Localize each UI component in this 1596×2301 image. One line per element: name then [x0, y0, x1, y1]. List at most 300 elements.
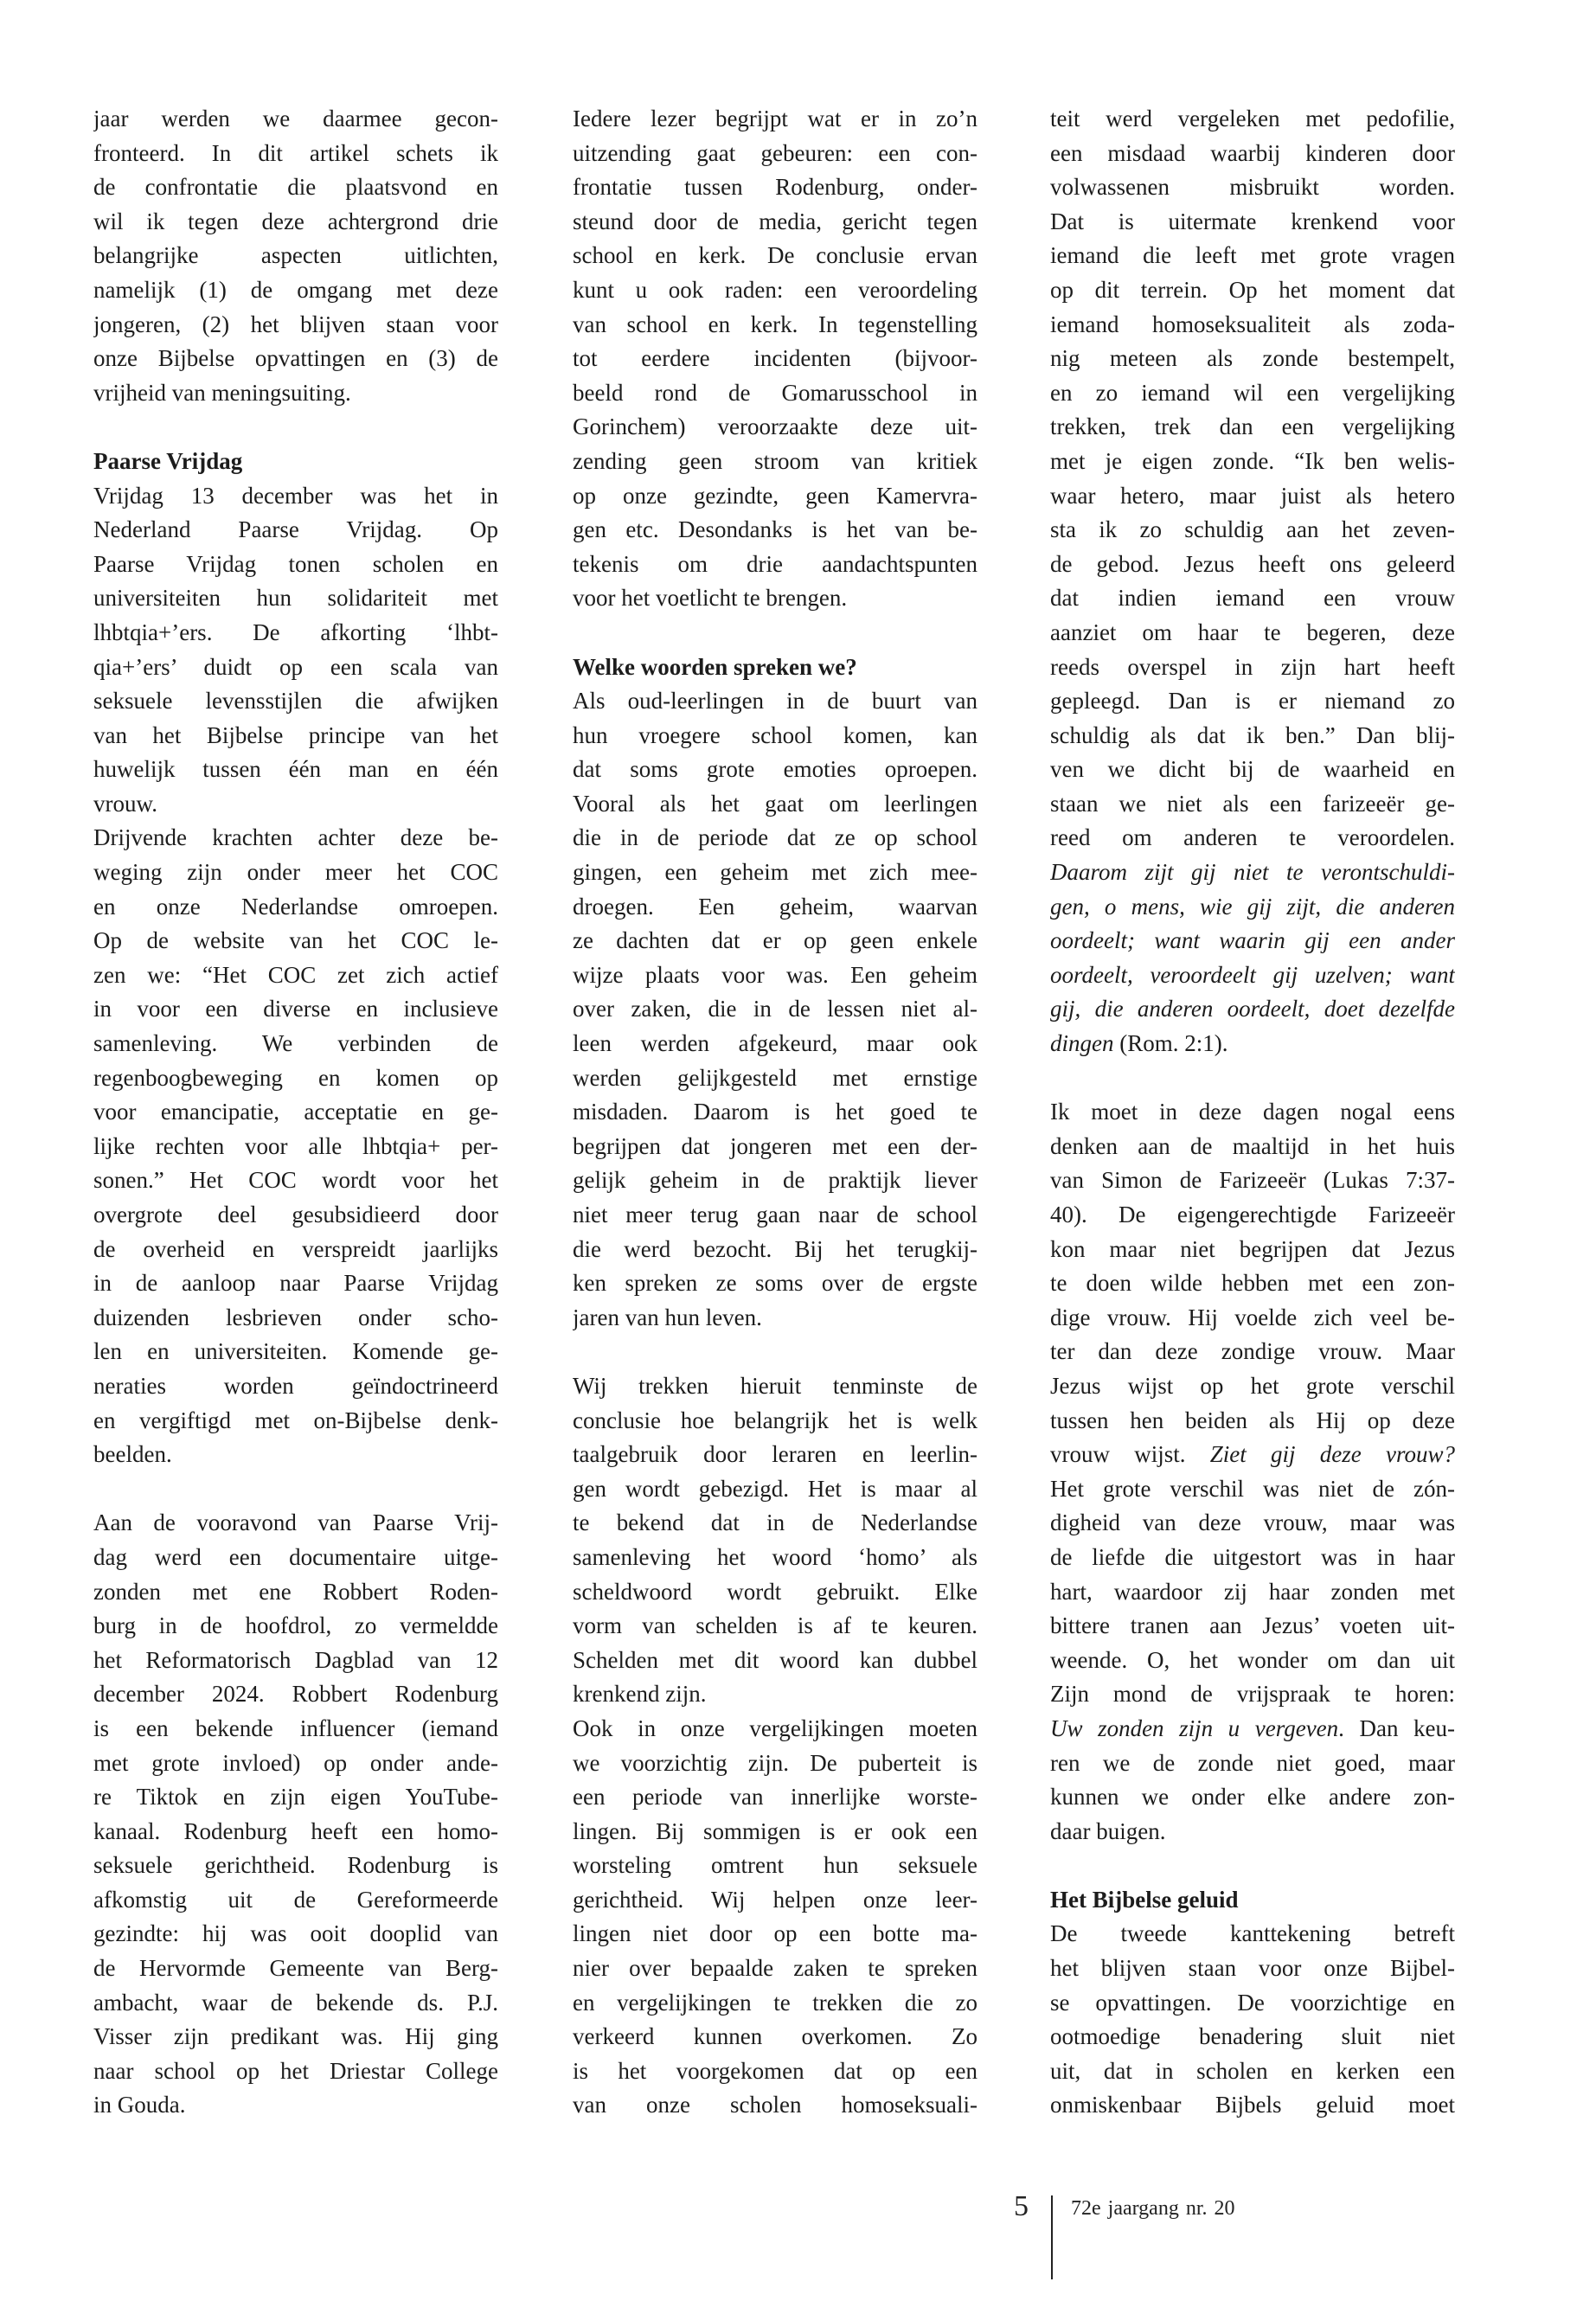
- line-text: sta ik zo schuldig aan het zeven-: [1050, 516, 1455, 543]
- line-text: ken spreken ze soms over de ergste: [573, 1270, 977, 1297]
- text-line: [93, 2088, 498, 2123]
- text-line: [93, 137, 498, 171]
- line-text: se opvattingen. De voorzichtige en: [1050, 1989, 1455, 2016]
- line-text: school en kerk. De conclusie ervan: [573, 242, 977, 269]
- line-text: de gebod. Jezus heeft ons geleerd: [1050, 550, 1455, 577]
- text-line: [1050, 1369, 1455, 1404]
- text-line: [93, 719, 498, 753]
- text-line: [93, 1677, 498, 1712]
- text-line: [1050, 273, 1455, 308]
- text-line: [93, 102, 498, 137]
- text-line: [1050, 342, 1455, 376]
- text-line: [1050, 1233, 1455, 1267]
- line-text: en vergelijkingen te trekken die zo: [573, 1989, 977, 2016]
- text-line: [93, 821, 498, 856]
- text-line: [573, 273, 977, 308]
- line-text: conclusie hoe belangrijk het is welk: [573, 1407, 977, 1433]
- line-text: Ik moet in deze dagen nogal eens: [1050, 1099, 1455, 1125]
- text-line: [573, 856, 977, 890]
- line-text: lingen niet door op een botte ma-: [573, 1920, 977, 1947]
- text-line: [573, 1677, 977, 1712]
- text-line: [573, 1952, 977, 1986]
- line-text: onze Bijbelse opvattingen en (3) de: [93, 345, 498, 372]
- line-text: seksuele gerichtheid. Rodenburg is: [93, 1852, 498, 1879]
- line-text: Zijn mond de vrijspraak te horen:: [1050, 1681, 1455, 1708]
- text-line: [573, 753, 977, 787]
- line-text: len en universiteiten. Komende ge-: [93, 1338, 498, 1365]
- text-line: [93, 1541, 498, 1575]
- line-text: reed om anderen te veroordelen.: [1050, 824, 1455, 851]
- text-line: [573, 787, 977, 822]
- text-line: [93, 1747, 498, 1781]
- text-line: [573, 1780, 977, 1815]
- line-text: Daarom zijt gij niet te verontschuldi-: [1050, 859, 1455, 886]
- text-line: [573, 1506, 977, 1541]
- text-line: [1050, 410, 1455, 445]
- text-line: [1050, 1301, 1455, 1336]
- text-line: [573, 342, 977, 376]
- line-text: vorm van schelden is af te keuren.: [573, 1612, 977, 1639]
- text-line: [93, 1198, 498, 1233]
- text-line: [1050, 1472, 1455, 1507]
- line-text: frontatie tussen Rodenburg, onder-: [573, 174, 977, 201]
- text-line: [1050, 170, 1455, 205]
- line-text: gingen, een geheim met zich mee-: [573, 859, 977, 886]
- text-line: [573, 1130, 977, 1164]
- line-text: ven we dicht bij de waarheid en: [1050, 756, 1455, 783]
- line-text: de liefde die uitgestort was in haar: [1050, 1543, 1455, 1570]
- text-line: [1050, 137, 1455, 171]
- text-line: [93, 1130, 498, 1164]
- text-line: [93, 273, 498, 308]
- text-line: [573, 1541, 977, 1575]
- line-text: over zaken, die in de lessen niet al-: [573, 996, 977, 1022]
- line-text: gepleegd. Dan is er niemand zo: [1050, 688, 1455, 715]
- text-line: [1050, 1575, 1455, 1610]
- text-line: [573, 2020, 977, 2054]
- line-text: wil ik tegen deze achtergrond drie: [93, 208, 498, 234]
- text-line: [93, 616, 498, 651]
- line-text: in de aanloop naar Paarse Vrijdag: [93, 1270, 498, 1297]
- line-text: en zo iemand wil een vergelijking: [1050, 379, 1455, 406]
- line-text: digheid van deze vrouw, maar was: [1050, 1509, 1455, 1536]
- line-text: Wij trekken hieruit tenminste de: [573, 1372, 977, 1399]
- line-text: neraties worden geïndoctrineerd: [93, 1372, 498, 1399]
- text-line: [93, 376, 498, 411]
- line-text: tussen hen beiden als Hij op deze: [1050, 1407, 1455, 1433]
- paragraph-gap: [573, 1335, 977, 1369]
- line-text: van onze scholen homoseksuali-: [573, 2092, 977, 2118]
- line-text: ren we de zonde niet goed, maar: [1050, 1749, 1455, 1776]
- line-text: droegen. Een geheim, waarvan: [573, 893, 977, 920]
- text-line: [93, 1609, 498, 1644]
- text-line: [1050, 1917, 1455, 1952]
- line-text: de overheid en verspreidt jaarlijks: [93, 1235, 498, 1262]
- article-column-2: [573, 102, 977, 2123]
- text-line: [573, 445, 977, 479]
- line-text: Als oud-leerlingen in de buurt van: [573, 688, 977, 715]
- text-line: [1050, 1677, 1455, 1712]
- line-text: oordeelt, veroordeelt gij uzelven; want: [1050, 961, 1455, 988]
- line-text: Het Bijbelse geluid: [1050, 1886, 1239, 1913]
- text-line: [1050, 1780, 1455, 1815]
- text-line: [1050, 1095, 1455, 1130]
- line-text: iemand homoseksualiteit als zoda-: [1050, 311, 1455, 337]
- text-line: [1050, 684, 1455, 719]
- text-line: [93, 1952, 498, 1986]
- text-line: [1050, 581, 1455, 616]
- line-text: zending geen stroom van kritiek: [573, 447, 977, 474]
- text-line: [573, 1917, 977, 1952]
- text-line: [1050, 924, 1455, 958]
- line-text: belangrijke aspecten uitlichten,: [93, 242, 498, 269]
- line-text: aanziet om haar te begeren, deze: [1050, 619, 1455, 645]
- text-line: [1050, 2088, 1455, 2123]
- line-text: die werd bezocht. Bij het terugkij-: [573, 1235, 977, 1262]
- line-text: vrouw wijst.: [1050, 1441, 1210, 1468]
- line-text: niet meer terug gaan naar de school: [573, 1202, 977, 1227]
- paragraph-gap: [1050, 1061, 1455, 1096]
- paragraph-gap: [1050, 1849, 1455, 1883]
- line-text: gelijk geheim in de praktijk liever: [573, 1167, 977, 1194]
- text-line: [1050, 719, 1455, 753]
- text-line: [93, 342, 498, 376]
- line-text: seksuele levensstijlen die afwijken: [93, 688, 498, 715]
- text-line: [573, 1061, 977, 1096]
- text-line: [573, 2088, 977, 2123]
- text-line: [1050, 1438, 1455, 1472]
- text-line: [1050, 445, 1455, 479]
- text-line: [1050, 479, 1455, 514]
- text-line: [1050, 787, 1455, 822]
- text-line: [1050, 2020, 1455, 2054]
- text-line: [573, 890, 977, 925]
- line-text: werden gelijkgesteld met ernstige: [573, 1064, 977, 1091]
- line-text: van school en kerk. In tegenstelling: [573, 311, 977, 337]
- line-text: regenboogbeweging en komen op: [93, 1064, 498, 1091]
- line-text: scheldwoord wordt gebruikt. Elke: [573, 1578, 977, 1605]
- line-text: reeds overspel in zijn hart heeft: [1050, 653, 1455, 680]
- article-column-3: [1050, 102, 1455, 2123]
- text-line: [573, 1163, 977, 1198]
- text-line: [93, 2020, 498, 2054]
- line-text: krenkend zijn.: [573, 1681, 707, 1708]
- line-text: te bekend dat in de Nederlandse: [573, 1509, 977, 1536]
- line-text: Visser zijn predikant was. Hij ging: [93, 2023, 498, 2050]
- line-text: en onze Nederlandse omroepen.: [93, 893, 498, 920]
- text-line: [573, 376, 977, 411]
- line-text: te doen wilde hebben met een zon-: [1050, 1270, 1455, 1297]
- line-text: gezindte: hij was ooit dooplid van: [93, 1920, 498, 1947]
- line-text: oordeelt; want waarin gij een ander: [1050, 927, 1455, 954]
- line-text: gerichtheid. Wij helpen onze leer-: [573, 1886, 977, 1913]
- line-text: lhbtqia+’ers. De afkorting ‘lhbt-: [93, 619, 498, 645]
- text-line: [573, 1575, 977, 1610]
- text-line: [1050, 1952, 1455, 1986]
- line-text: van het Bijbelse principe van het: [93, 721, 498, 748]
- text-line: [1050, 1541, 1455, 1575]
- line-text: is een bekende influencer (iemand: [93, 1715, 498, 1741]
- text-line: [93, 856, 498, 890]
- line-text: zonden met ene Robbert Roden-: [93, 1578, 498, 1605]
- text-line: [93, 1986, 498, 2021]
- text-line: [573, 1644, 977, 1678]
- line-text: wijze plaats voor was. Een geheim: [573, 961, 977, 988]
- text-line: [573, 1849, 977, 1883]
- line-text: vrijheid van meningsuiting.: [93, 379, 351, 406]
- line-text: jongeren, (2) het blijven staan voor: [93, 311, 498, 337]
- line-text: dat soms grote emoties oproepen.: [573, 756, 977, 783]
- line-text: Schelden met dit woord kan dubbel: [573, 1646, 977, 1673]
- text-line: [573, 2054, 977, 2089]
- line-text: zen we: “Het COC zet zich actief: [93, 961, 498, 988]
- text-line: [93, 1369, 498, 1404]
- line-text: Nederland Paarse Vrijdag. Op: [93, 516, 498, 543]
- text-line: [573, 308, 977, 343]
- text-line: [93, 651, 498, 685]
- line-text: samenleving het woord ‘homo’ als: [573, 1543, 977, 1570]
- line-text: voor het voetlicht te brengen.: [573, 585, 848, 612]
- italic-scripture: Uw zonden zijn u vergeven: [1050, 1715, 1339, 1741]
- line-text: ze dachten dat er op geen enkele: [573, 927, 977, 954]
- line-text: tekenis om drie aandachtspunten: [573, 550, 977, 577]
- line-text: sonen.” Het COC wordt voor het: [93, 1167, 498, 1194]
- section-heading: [1050, 1883, 1455, 1918]
- line-text: Aan de vooravond van Paarse Vrij-: [93, 1509, 498, 1536]
- text-line: [573, 1198, 977, 1233]
- text-line: [93, 924, 498, 958]
- line-text: re Tiktok en zijn eigen YouTube-: [93, 1784, 498, 1811]
- text-line: [1050, 821, 1455, 856]
- text-line: [573, 719, 977, 753]
- line-text: denken aan de maaltijd in het huis: [1050, 1132, 1455, 1159]
- text-line: [93, 1780, 498, 1815]
- line-text: Paarse Vrijdag tonen scholen en: [93, 550, 498, 577]
- line-text: duizenden lesbrieven onder scho-: [93, 1304, 498, 1330]
- paragraph-gap: [573, 616, 977, 651]
- line-text: de confrontatie die plaatsvond en: [93, 174, 498, 201]
- line-text: met je eigen zonde. “Ik ben welis-: [1050, 447, 1455, 474]
- text-line: [93, 1575, 498, 1610]
- text-line: [573, 992, 977, 1027]
- line-text: trekken, trek dan een vergelijking: [1050, 413, 1455, 440]
- line-text: in Gouda.: [93, 2092, 186, 2118]
- section-heading: [93, 445, 498, 479]
- text-line: [93, 1233, 498, 1267]
- text-line: [1050, 1163, 1455, 1198]
- text-line: [573, 170, 977, 205]
- text-line: [93, 1335, 498, 1369]
- line-text: huwelijk tussen één man en één: [93, 756, 498, 783]
- line-text: Ook in onze vergelijkingen moeten: [573, 1715, 977, 1741]
- text-line: [93, 1438, 498, 1472]
- text-line: [93, 1027, 498, 1061]
- text-line: [1050, 513, 1455, 548]
- italic-scripture: dingen: [1050, 1030, 1114, 1057]
- issue-info: 72e jaargang nr. 20: [1071, 2197, 1235, 2220]
- text-line: [93, 1712, 498, 1747]
- text-line: [1050, 1506, 1455, 1541]
- line-text: hun vroegere school komen, kan: [573, 721, 977, 748]
- line-text: is het voorgekomen dat op een: [573, 2057, 977, 2084]
- line-text: we voorzichtig zijn. De puberteit is: [573, 1749, 977, 1776]
- line-text: en vergiftigd met on-Bijbelse denk-: [93, 1407, 498, 1433]
- text-line: [1050, 2054, 1455, 2089]
- line-text: tot eerdere incidenten (bijvoor-: [573, 345, 977, 372]
- line-text: nig meteen als zonde bestempelt,: [1050, 345, 1455, 372]
- line-text: Paarse Vrijdag: [93, 447, 243, 474]
- line-text: namelijk (1) de omgang met deze: [93, 276, 498, 303]
- line-text: dag werd een documentaire uitge-: [93, 1543, 498, 1570]
- text-line: [573, 1095, 977, 1130]
- text-line: [1050, 1130, 1455, 1164]
- line-text: waar hetero, maar juist als hetero: [1050, 482, 1455, 509]
- text-line: [1050, 102, 1455, 137]
- text-line: [93, 2054, 498, 2089]
- text-line: [1050, 1644, 1455, 1678]
- text-line: [93, 205, 498, 240]
- text-line: [1050, 1198, 1455, 1233]
- text-line: [93, 479, 498, 514]
- text-line: [1050, 376, 1455, 411]
- text-line: [1050, 308, 1455, 343]
- line-text: onmiskenbaar Bijbels geluid moet: [1050, 2092, 1455, 2118]
- line-text: begrijpen dat jongeren met een der-: [573, 1132, 977, 1159]
- text-line: [573, 684, 977, 719]
- line-text: nier over bepaalde zaken te spreken: [573, 1955, 977, 1982]
- text-line: [573, 924, 977, 958]
- text-line: [1050, 616, 1455, 651]
- text-line: [93, 753, 498, 787]
- text-line: [1050, 1609, 1455, 1644]
- line-text: kunt u ook raden: een veroordeling: [573, 276, 977, 303]
- line-text: leen werden afgekeurd, maar ook: [573, 1030, 977, 1057]
- text-line: [573, 1747, 977, 1781]
- line-text: uit, dat in scholen en kerken een: [1050, 2057, 1455, 2084]
- text-line: [573, 239, 977, 273]
- line-text: het Reformatorisch Dagblad van 12: [93, 1646, 498, 1673]
- line-text: een periode van innerlijke worste-: [573, 1784, 977, 1811]
- text-line: [573, 205, 977, 240]
- text-line: [573, 1472, 977, 1507]
- text-line: [573, 513, 977, 548]
- text-line: [1050, 239, 1455, 273]
- text-line: [573, 1233, 977, 1267]
- line-text: misdaden. Daarom is het goed te: [573, 1099, 977, 1125]
- line-text: schuldig als dat ik ben.” Dan blij-: [1050, 721, 1455, 748]
- line-text: van Simon de Farizeeër (Lukas 7:37-: [1050, 1167, 1455, 1194]
- text-line: [573, 1609, 977, 1644]
- text-line: [93, 581, 498, 616]
- text-line: [573, 1438, 977, 1472]
- line-text: dat indien iemand een vrouw: [1050, 585, 1455, 612]
- line-text: de Hervormde Gemeente van Berg-: [93, 1955, 498, 1982]
- line-text: lijke rechten voor alle lhbtqia+ per-: [93, 1132, 498, 1159]
- text-line: [1050, 856, 1455, 890]
- line-text: worsteling omtrent hun seksuele: [573, 1852, 977, 1879]
- text-line: [573, 1266, 977, 1301]
- line-text: Vooral als het gaat om leerlingen: [573, 790, 977, 817]
- text-line: [1050, 1712, 1455, 1747]
- text-line: [93, 890, 498, 925]
- text-line: [573, 1883, 977, 1918]
- line-text: voor emancipatie, acceptatie en ge-: [93, 1099, 498, 1125]
- line-text: ambacht, waar de bekende ds. P.J.: [93, 1989, 498, 2016]
- text-line: [93, 1883, 498, 1918]
- line-text: jaren van hun leven.: [573, 1304, 762, 1330]
- line-text: lingen. Bij sommigen is er ook een: [573, 1817, 977, 1844]
- text-line: [93, 1506, 498, 1541]
- line-text: samenleving. We verbinden de: [93, 1030, 498, 1057]
- text-line: [1050, 548, 1455, 582]
- line-text: beelden.: [93, 1441, 172, 1468]
- text-line: [93, 1815, 498, 1849]
- line-text: gen etc. Desondanks is het van be-: [573, 516, 977, 543]
- line-text: iemand die leeft met grote vragen: [1050, 242, 1455, 269]
- text-line: [573, 479, 977, 514]
- line-text: weging zijn onder meer het COC: [93, 859, 498, 886]
- text-line: [573, 581, 977, 616]
- text-line: [1050, 753, 1455, 787]
- text-line: [573, 958, 977, 993]
- text-line: [573, 1027, 977, 1061]
- text-line: [573, 410, 977, 445]
- line-text: De tweede kanttekening betreft: [1050, 1920, 1455, 1947]
- section-heading: [573, 651, 977, 685]
- text-line: [573, 1404, 977, 1439]
- text-line: [573, 1301, 977, 1336]
- text-line: [1050, 1986, 1455, 2021]
- line-text: Het grote verschil was niet de zón-: [1050, 1475, 1455, 1502]
- line-text: beeld rond de Gomarusschool in: [573, 379, 977, 406]
- line-text: universiteiten hun solidariteit met: [93, 585, 498, 612]
- line-text: Gorinchem) veroorzaakte deze uit-: [573, 413, 977, 440]
- line-text: die in de periode dat ze op school: [573, 824, 977, 851]
- text-line: [93, 958, 498, 993]
- line-text: daar buigen.: [1050, 1817, 1166, 1844]
- text-line: [93, 1917, 498, 1952]
- line-text: ter dan deze zondige vrouw. Maar: [1050, 1338, 1455, 1365]
- line-text: op dit terrein. Op het moment dat: [1050, 276, 1455, 303]
- text-line: [1050, 958, 1455, 993]
- line-text: Welke woorden spreken we?: [573, 653, 857, 680]
- text-line: [93, 787, 498, 822]
- line-text: . Dan keu-: [1338, 1715, 1455, 1741]
- line-text: met grote invloed) op onder ande-: [93, 1749, 498, 1776]
- line-text: Jezus wijst op het grote verschil: [1050, 1372, 1455, 1399]
- text-line: [1050, 1027, 1455, 1061]
- text-line: [1050, 651, 1455, 685]
- line-text: naar school op het Driestar College: [93, 2057, 498, 2084]
- line-text: dige vrouw. Hij voelde zich veel be-: [1050, 1304, 1455, 1330]
- text-line: [573, 137, 977, 171]
- line-text: kunnen we onder elke andere zon-: [1050, 1784, 1455, 1811]
- line-text: in voor een diverse en inclusieve: [93, 996, 498, 1022]
- text-line: [93, 513, 498, 548]
- line-text: Iedere lezer begrijpt wat er in zo’n: [573, 106, 977, 131]
- text-line: [93, 1301, 498, 1336]
- line-text: 40). De eigengerechtigde Farizeeër: [1050, 1202, 1455, 1227]
- line-text: kanaal. Rodenburg heeft een homo-: [93, 1817, 498, 1844]
- text-line: [573, 1986, 977, 2021]
- text-line: [573, 1815, 977, 1849]
- text-line: [1050, 992, 1455, 1027]
- text-line: [1050, 1404, 1455, 1439]
- line-text: overgrote deel gesubsidieerd door: [93, 1202, 498, 1227]
- text-line: [573, 548, 977, 582]
- text-line: [93, 1266, 498, 1301]
- line-text: volwassenen misbruikt worden.: [1050, 174, 1455, 201]
